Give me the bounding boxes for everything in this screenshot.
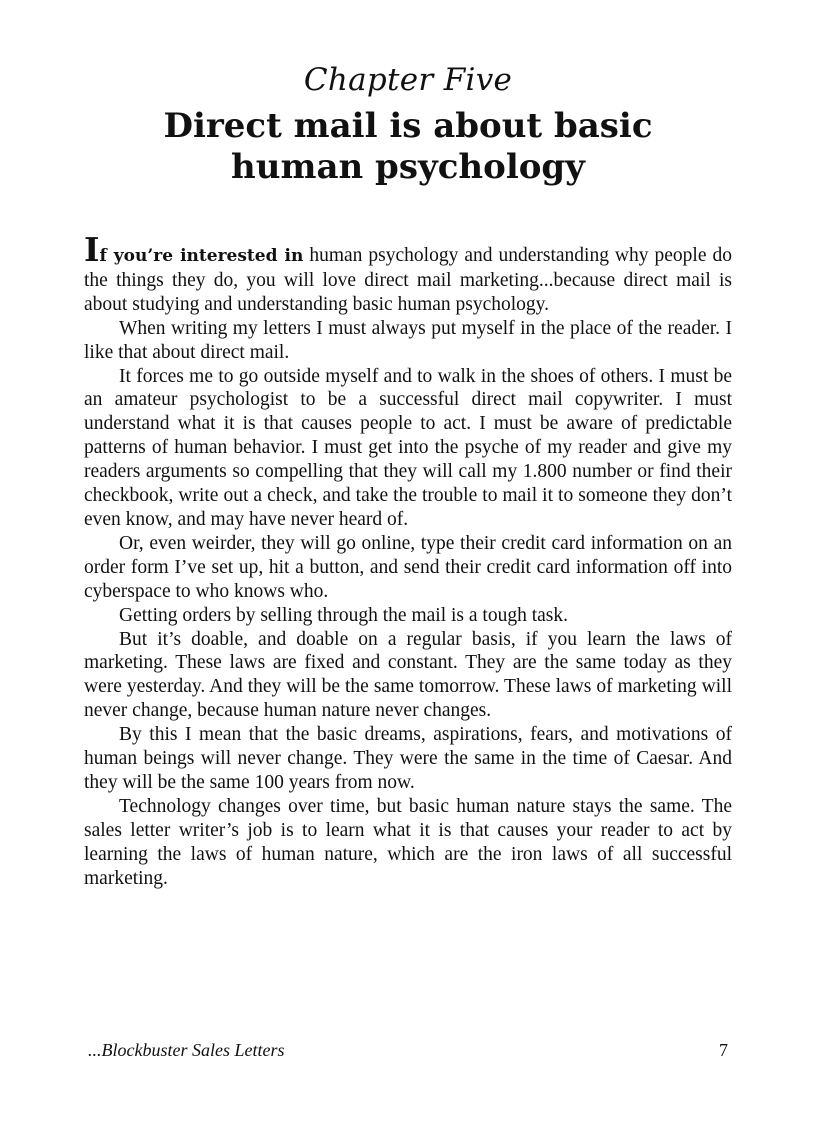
paragraph-1 [84, 230, 732, 317]
chapter-label: Chapter Five [303, 62, 513, 98]
paragraph-8: Technology changes over time, but basic human nature stays the same. The sales letter writer’s job is to learn what it is that causes your reader to act by learning the laws of human nature, which are the iron laws of all successful marketing. [84, 795, 732, 889]
paragraph-1-text: human psychology and understanding why people do the things they do, you will love direct mail marketing...because direct mail is about studying and understanding basic human psychology. [84, 245, 732, 315]
drop-cap: I [84, 230, 100, 269]
paragraph-2: When writing my letters I must always put myself in the place of the reader. I like that about direct mail. [84, 317, 732, 363]
lead-in: f you’re interested in [99, 246, 304, 266]
page-number: 7 [719, 1040, 728, 1060]
paragraph-6: But it’s doable, and doable on a regular basis, if you learn the laws of marketing. These laws are fixed and constant. They are the same today as they were yesterday. And they will be the same tomorrow. These laws of marketing will never change, because human nature never changes. [84, 628, 732, 722]
paragraph-7: By this I mean that the basic dreams, aspirations, fears, and motivations of human beings will never change. They were the same in the time of Caesar. And they will be the same 100 years from now. [84, 724, 732, 793]
chapter-body [84, 230, 732, 890]
paragraph-4: Or, even weirder, they will go online, type their credit card information on an order form I’ve set up, hit a button, and send their credit card information off into cyberspace to who knows who. [84, 532, 732, 602]
paragraph-3: It forces me to go outside myself and to walk in the shoes of others. I must be an amateur psychologist to be a successful direct mail copywriter. I must understand what it is that causes people to act. I must be aware of predictable patterns of human behavior. I must get into the psyche of my reader and give my readers arguments so compelling that they will call my 1.800 number or find their checkbook, write out a check, and take the trouble to mail it to someone they don’t even know, and may have never heard of. [84, 365, 732, 530]
footer-book-title: ...Blockbuster Sales Letters [88, 1040, 285, 1060]
chapter-title: Direct mail is about basic human psychology [163, 106, 653, 187]
paragraph-5: Getting orders by selling through the mail is a tough task. [119, 604, 568, 626]
